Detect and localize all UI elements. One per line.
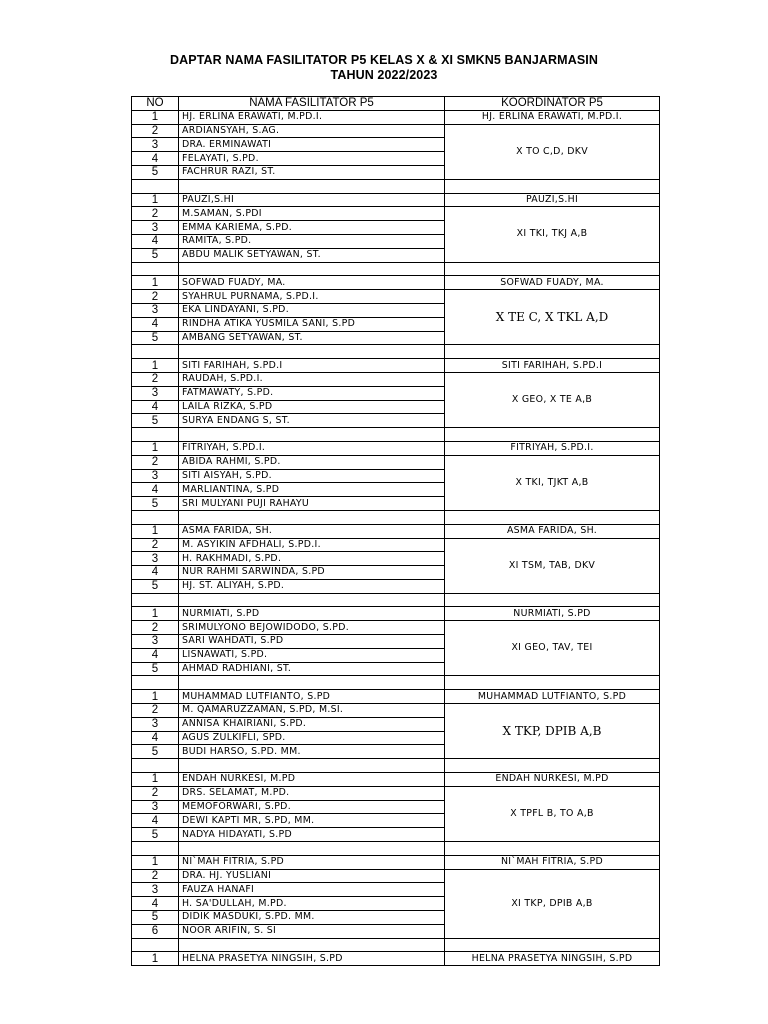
empty-cell: [445, 262, 660, 276]
kelas-assignment: X TE C, X TKL A,D: [445, 290, 660, 345]
table-row: [132, 869, 660, 883]
facilitator-name: HJ. ERLINA ERAWATI, M.PD.I.: [179, 110, 445, 124]
row-number: 2: [132, 786, 179, 800]
facilitator-name: H. RAKHMADI, S.PD.: [179, 552, 445, 566]
empty-cell: [179, 179, 445, 193]
row-number: 6: [132, 924, 179, 938]
row-number: 2: [132, 538, 179, 552]
row-number: 3: [132, 303, 179, 317]
empty-cell: [179, 428, 445, 442]
row-number: 2: [132, 455, 179, 469]
header-no: NO: [132, 97, 179, 111]
facilitator-name: FITRIYAH, S.PD.I.: [179, 441, 445, 455]
row-number: 1: [132, 524, 179, 538]
kelas-assignment: X TKI, TJKT A,B: [445, 455, 660, 510]
table-row: [132, 441, 660, 455]
kelas-assignment: XI TKI, TKJ A,B: [445, 207, 660, 262]
koordinator-name: ENDAH NURKESI, M.PD: [445, 773, 660, 787]
row-number: 2: [132, 124, 179, 138]
koordinator-name: FITRIYAH, S.PD.I.: [445, 441, 660, 455]
facilitator-name: NURMIATI, S.PD: [179, 607, 445, 621]
spacer-row: [132, 345, 660, 359]
empty-cell: [445, 676, 660, 690]
table-row: [132, 704, 660, 718]
facilitator-name: SITI FARIHAH, S.PD.I: [179, 359, 445, 373]
row-number: 3: [132, 717, 179, 731]
empty-cell: [179, 759, 445, 773]
table-body: [132, 110, 660, 965]
facilitator-name: ASMA FARIDA, SH.: [179, 524, 445, 538]
facilitator-name: AMBANG SETYAWAN, ST.: [179, 331, 445, 345]
table-header-row: [132, 97, 660, 111]
row-number: 4: [132, 814, 179, 828]
row-number: 4: [132, 400, 179, 414]
empty-cell: [132, 938, 179, 952]
facilitator-name: SOFWAD FUADY, MA.: [179, 276, 445, 290]
facilitator-name: RINDHA ATIKA YUSMILA SANI, S.PD: [179, 317, 445, 331]
row-number: 5: [132, 662, 179, 676]
facilitator-name: PAUZI,S.HI: [179, 193, 445, 207]
empty-cell: [445, 842, 660, 856]
koordinator-name: NI`MAH FITRIA, S.PD: [445, 855, 660, 869]
facilitator-name: DRS. SELAMAT, M.PD.: [179, 786, 445, 800]
row-number: 1: [132, 607, 179, 621]
header-koordinator: KOORDINATOR P5: [445, 97, 660, 111]
table-row: [132, 359, 660, 373]
facilitator-name: MUHAMMAD LUTFIANTO, S.PD: [179, 690, 445, 704]
facilitator-name: SRI MULYANI PUJI RAHAYU: [179, 497, 445, 511]
empty-cell: [132, 262, 179, 276]
facilitator-name: MEMOFORWARI, S.PD.: [179, 800, 445, 814]
row-number: 2: [132, 372, 179, 386]
row-number: 3: [132, 552, 179, 566]
facilitator-name: HELNA PRASETYA NINGSIH, S.PD: [179, 952, 445, 966]
empty-cell: [132, 593, 179, 607]
empty-cell: [132, 179, 179, 193]
empty-cell: [445, 593, 660, 607]
facilitator-name: DRA. HJ. YUSLIANI: [179, 869, 445, 883]
table-row: [132, 455, 660, 469]
facilitator-name: FATMAWATY, S.PD.: [179, 386, 445, 400]
empty-cell: [179, 345, 445, 359]
kelas-assignment: X TPFL B, TO A,B: [445, 786, 660, 841]
row-number: 4: [132, 152, 179, 166]
spacer-row: [132, 428, 660, 442]
row-number: 1: [132, 855, 179, 869]
facilitator-name: M.SAMAN, S.PDI: [179, 207, 445, 221]
facilitator-name: SARI WAHDATI, S.PD: [179, 635, 445, 649]
row-number: 5: [132, 497, 179, 511]
row-number: 5: [132, 579, 179, 593]
row-number: 3: [132, 221, 179, 235]
koordinator-name: NURMIATI, S.PD: [445, 607, 660, 621]
table-row: [132, 124, 660, 138]
facilitator-name: RAMITA, S.PD.: [179, 234, 445, 248]
empty-cell: [132, 428, 179, 442]
row-number: 4: [132, 731, 179, 745]
kelas-assignment: XI TKP, DPIB A,B: [445, 869, 660, 938]
facilitator-name: ENDAH NURKESI, M.PD: [179, 773, 445, 787]
row-number: 3: [132, 800, 179, 814]
row-number: 5: [132, 414, 179, 428]
row-number: 1: [132, 952, 179, 966]
header-name: NAMA FASILITATOR P5: [179, 97, 445, 111]
spacer-row: [132, 593, 660, 607]
table-row: [132, 290, 660, 304]
facilitator-name: M. QAMARUZZAMAN, S.PD, M.SI.: [179, 704, 445, 718]
row-number: 4: [132, 483, 179, 497]
empty-cell: [179, 842, 445, 856]
row-number: 2: [132, 621, 179, 635]
empty-cell: [445, 759, 660, 773]
document-title: DAPTAR NAMA FASILITATOR P5 KELAS X & XI SMKN5 BANJARMASIN: [170, 53, 598, 67]
table-row: [132, 193, 660, 207]
table-row: [132, 952, 660, 966]
facilitator-name: FACHRUR RAZI, ST.: [179, 165, 445, 179]
facilitator-name: ABDU MALIK SETYAWAN, ST.: [179, 248, 445, 262]
facilitator-name: NADYA HIDAYATI, S.PD: [179, 828, 445, 842]
row-number: 2: [132, 704, 179, 718]
facilitator-name: SYAHRUL PURNAMA, S.PD.I.: [179, 290, 445, 304]
table-row: [132, 372, 660, 386]
facilitator-name: H. SA'DULLAH, M.PD.: [179, 897, 445, 911]
koordinator-name: ASMA FARIDA, SH.: [445, 524, 660, 538]
row-number: 2: [132, 869, 179, 883]
facilitator-name: FAUZA HANAFI: [179, 883, 445, 897]
facilitator-name: AGUS ZULKIFLI, SPD.: [179, 731, 445, 745]
facilitator-name: NI`MAH FITRIA, S.PD: [179, 855, 445, 869]
table-row: [132, 276, 660, 290]
koordinator-name: PAUZI,S.HI: [445, 193, 660, 207]
document-subtitle: TAHUN 2022/2023: [330, 68, 438, 82]
row-number: 1: [132, 110, 179, 124]
row-number: 2: [132, 290, 179, 304]
table-row: [132, 110, 660, 124]
facilitator-table: [131, 96, 660, 966]
empty-cell: [132, 842, 179, 856]
koordinator-name: HJ. ERLINA ERAWATI, M.PD.I.: [445, 110, 660, 124]
empty-cell: [132, 510, 179, 524]
facilitator-name: AHMAD RADHIANI, ST.: [179, 662, 445, 676]
facilitator-name: EMMA KARIEMA, S.PD.: [179, 221, 445, 235]
row-number: 1: [132, 441, 179, 455]
empty-cell: [179, 676, 445, 690]
koordinator-name: HELNA PRASETYA NINGSIH, S.PD: [445, 952, 660, 966]
table-row: [132, 607, 660, 621]
kelas-assignment: XI TSM, TAB, DKV: [445, 538, 660, 593]
spacer-row: [132, 842, 660, 856]
koordinator-name: SOFWAD FUADY, MA.: [445, 276, 660, 290]
empty-cell: [132, 345, 179, 359]
spacer-row: [132, 938, 660, 952]
row-number: 4: [132, 317, 179, 331]
row-number: 3: [132, 386, 179, 400]
spacer-row: [132, 759, 660, 773]
empty-cell: [132, 676, 179, 690]
facilitator-name: NUR RAHMI SARWINDA, S.PD: [179, 566, 445, 580]
row-number: 1: [132, 359, 179, 373]
row-number: 5: [132, 828, 179, 842]
row-number: 4: [132, 234, 179, 248]
row-number: 1: [132, 690, 179, 704]
row-number: 3: [132, 138, 179, 152]
row-number: 3: [132, 635, 179, 649]
row-number: 1: [132, 773, 179, 787]
row-number: 1: [132, 276, 179, 290]
empty-cell: [445, 179, 660, 193]
facilitator-name: FELAYATI, S.PD.: [179, 152, 445, 166]
empty-cell: [445, 510, 660, 524]
row-number: 5: [132, 911, 179, 925]
facilitator-name: HJ. ST. ALIYAH, S.PD.: [179, 579, 445, 593]
row-number: 5: [132, 248, 179, 262]
table-row: [132, 773, 660, 787]
facilitator-name: RAUDAH, S.PD.I.: [179, 372, 445, 386]
row-number: 3: [132, 883, 179, 897]
facilitator-name: LISNAWATI, S.PD.: [179, 648, 445, 662]
row-number: 4: [132, 897, 179, 911]
facilitator-name: DRA. ERMINAWATI: [179, 138, 445, 152]
spacer-row: [132, 676, 660, 690]
facilitator-name: ABIDA RAHMI, S.PD.: [179, 455, 445, 469]
table-row: [132, 690, 660, 704]
row-number: 5: [132, 745, 179, 759]
row-number: 5: [132, 165, 179, 179]
row-number: 4: [132, 648, 179, 662]
facilitator-name: SURYA ENDANG S, ST.: [179, 414, 445, 428]
empty-cell: [179, 593, 445, 607]
empty-cell: [179, 510, 445, 524]
empty-cell: [445, 938, 660, 952]
facilitator-name: ARDIANSYAH, S.AG.: [179, 124, 445, 138]
facilitator-name: NOOR ARIFIN, S. SI: [179, 924, 445, 938]
row-number: 1: [132, 193, 179, 207]
row-number: 2: [132, 207, 179, 221]
facilitator-name: DIDIK MASDUKI, S.PD. MM.: [179, 911, 445, 925]
facilitator-name: BUDI HARSO, S.PD. MM.: [179, 745, 445, 759]
table-row: [132, 621, 660, 635]
empty-cell: [179, 938, 445, 952]
facilitator-name: LAILA RIZKA, S.PD: [179, 400, 445, 414]
facilitator-name: ANNISA KHAIRIANI, S.PD.: [179, 717, 445, 731]
spacer-row: [132, 179, 660, 193]
spacer-row: [132, 510, 660, 524]
table-row: [132, 855, 660, 869]
facilitator-name: SITI AISYAH, S.PD.: [179, 469, 445, 483]
empty-cell: [445, 428, 660, 442]
empty-cell: [179, 262, 445, 276]
facilitator-name: M. ASYIKIN AFDHALI, S.PD.I.: [179, 538, 445, 552]
table-row: [132, 524, 660, 538]
koordinator-name: MUHAMMAD LUTFIANTO, S.PD: [445, 690, 660, 704]
spacer-row: [132, 262, 660, 276]
kelas-assignment: X TO C,D, DKV: [445, 124, 660, 179]
koordinator-name: SITI FARIHAH, S.PD.I: [445, 359, 660, 373]
row-number: 5: [132, 331, 179, 345]
table-row: [132, 538, 660, 552]
kelas-assignment: XI GEO, TAV, TEI: [445, 621, 660, 676]
table-row: [132, 786, 660, 800]
kelas-assignment: X TKP, DPIB A,B: [445, 704, 660, 759]
facilitator-name: EKA LINDAYANI, S.PD.: [179, 303, 445, 317]
facilitator-name: SRIMULYONO BEJOWIDODO, S.PD.: [179, 621, 445, 635]
row-number: 3: [132, 469, 179, 483]
empty-cell: [445, 345, 660, 359]
row-number: 4: [132, 566, 179, 580]
facilitator-name: DEWI KAPTI MR, S.PD, MM.: [179, 814, 445, 828]
facilitator-name: MARLIANTINA, S.PD: [179, 483, 445, 497]
kelas-assignment: X GEO, X TE A,B: [445, 372, 660, 427]
empty-cell: [132, 759, 179, 773]
table-row: [132, 207, 660, 221]
